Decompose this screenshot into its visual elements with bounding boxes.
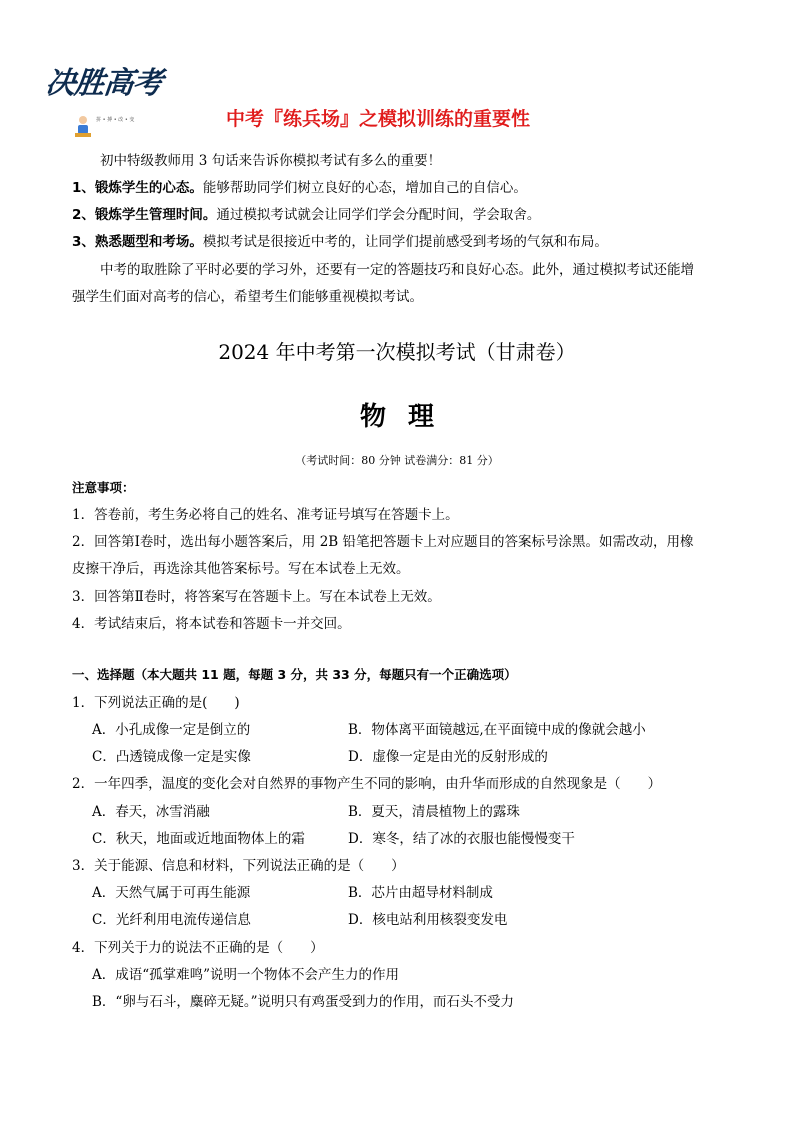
question-stem: 2．一年四季，温度的变化会对自然界的事物产生不同的影响，由升华而形成的自然现象是（ ） — [72, 776, 662, 792]
logo — [44, 58, 172, 142]
promo-point-2 — [72, 206, 540, 224]
notes-item: 4．考试结束后，将本试卷和答题卡一并交回。 — [72, 616, 351, 632]
question-option: D．核电站利用核裂变发电 — [348, 912, 508, 928]
question-option: B．芯片由超导材料制成 — [348, 885, 493, 901]
exam-subject: 物理 — [359, 402, 456, 432]
promo-point-1 — [72, 179, 527, 197]
promo-title: 中考『练兵场』之模拟训练的重要性 — [226, 108, 531, 130]
promo-point-head: 2、锻炼学生管理时间。 — [72, 207, 217, 223]
question-option: B．夏天，清晨植物上的露珠 — [348, 804, 520, 820]
logo-slogan: 拼 • 搏 • 改 • 变 — [96, 117, 135, 123]
promo-point-head: 1、锻炼学生的心态。 — [72, 180, 203, 196]
promo-closing-line-1: 中考的取胜除了平时必要的学习外，还要有一定的答题技巧和良好心态。此外，通过模拟考试还能增 — [100, 262, 694, 278]
promo-closing-line-2: 强学生们面对高考的信心，希望考生们能够重视模拟考试。 — [72, 289, 423, 305]
question-option: C．凸透镜成像一定是实像 — [92, 749, 251, 765]
notes-heading: 注意事项： — [72, 480, 135, 495]
exam-title: 2024 年中考第一次模拟考试（甘肃卷） — [218, 340, 576, 364]
question-option: B．“卵与石斗，麋碎无疑。”说明只有鸡蛋受到力的作用，而石头不受力 — [92, 994, 514, 1010]
exam-time-info: （考试时间：80 分钟 试卷满分：81 分） — [295, 454, 499, 467]
section-heading: 一、选择题（本大题共 11 题，每题 3 分，共 33 分，每题只有一个正确选项） — [72, 667, 517, 682]
promo-point-body: 通过模拟考试就会让同学们学会分配时间，学会取舍。 — [216, 207, 541, 223]
question-stem: 4．下列关于力的说法不正确的是（ ） — [72, 940, 324, 956]
question-option: A．成语“孤掌难鸣”说明一个物体不会产生力的作用 — [92, 967, 400, 983]
question-option: C．秋天，地面或近地面物体上的霜 — [92, 831, 305, 847]
notes-item: 3．回答第Ⅱ卷时，将答案写在答题卡上。写在本试卷上无效。 — [72, 589, 441, 605]
promo-point-body: 模拟考试是很接近中考的，让同学们提前感受到考场的气氛和布局。 — [202, 234, 608, 250]
promo-point-3 — [72, 233, 608, 251]
question-stem: 1．下列说法正确的是( ) — [72, 695, 240, 711]
promo-point-body: 能够帮助同学们树立良好的心态，增加自己的自信心。 — [202, 180, 527, 196]
student-figure-icon — [72, 114, 94, 140]
promo-point-head: 3、熟悉题型和考场。 — [72, 234, 203, 250]
notes-item: 1．答卷前，考生务必将自己的姓名、准考证号填写在答题卡上。 — [72, 507, 459, 523]
notes-item: 皮擦干净后，再选涂其他答案标号。写在本试卷上无效。 — [72, 561, 410, 577]
promo-intro: 初中特级教师用 3 句话来告诉你模拟考试有多么的重要！ — [100, 153, 442, 169]
question-option: C．光纤利用电流传递信息 — [92, 912, 251, 928]
question-option: D．寒冬，结了冰的衣服也能慢慢变干 — [348, 831, 575, 847]
question-option: B．物体离平面镜越远,在平面镜中成的像就会越小 — [348, 722, 646, 738]
notes-item: 2．回答第Ⅰ卷时，选出每小题答案后，用 2B 铅笔把答题卡上对应题目的答案标号涂黑。如需改动，用橡 — [72, 534, 694, 550]
question-option: D．虚像一定是由光的反射形成的 — [348, 749, 548, 765]
question-option: A．天然气属于可再生能源 — [92, 885, 251, 901]
logo-text: 决胜高考 — [43, 66, 164, 101]
question-option: A．春天，冰雪消融 — [92, 804, 210, 820]
question-option: A．小孔成像一定是倒立的 — [92, 722, 251, 738]
question-stem: 3．关于能源、信息和材料，下列说法正确的是（ ） — [72, 858, 405, 874]
